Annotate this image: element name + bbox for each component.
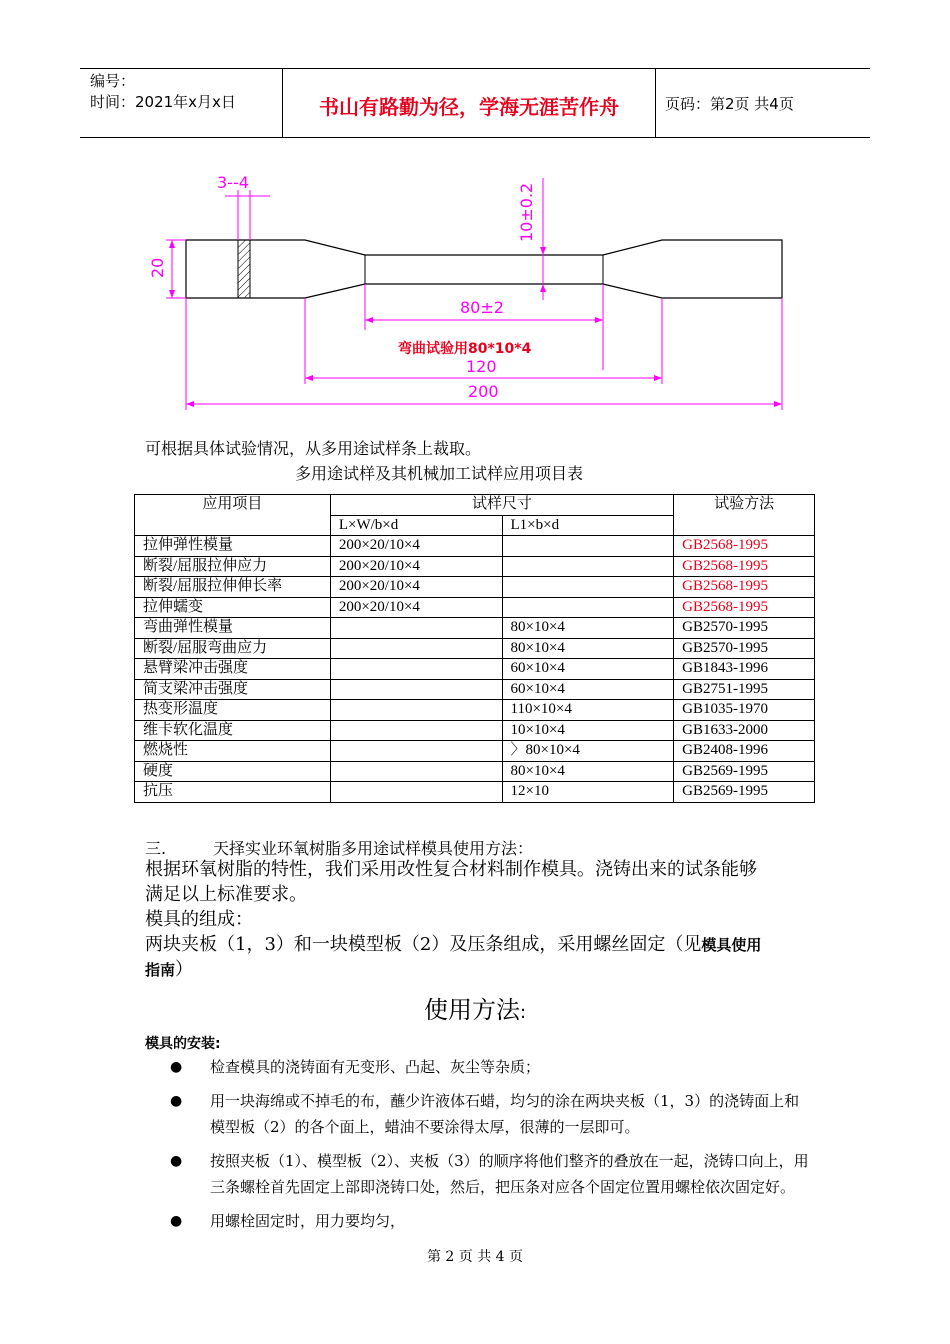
- section3-p3: [145, 933, 761, 957]
- list-item: [170, 1088, 810, 1140]
- cell-method: GB1633-2000: [674, 720, 815, 741]
- section3-p2: 模具的组成：: [145, 909, 253, 930]
- list-item: [170, 1148, 810, 1200]
- table-row: [135, 618, 815, 639]
- section3-p3a: 两块夹板（1，3）和一块模型板（2）及压条组成，采用螺丝固定（见: [145, 934, 702, 955]
- usage-title-text: 使用方法: [423, 996, 520, 1024]
- cell-l1bd: [502, 577, 674, 598]
- cell-l1bd: 80×10×4: [502, 638, 674, 659]
- table-header-row: [135, 495, 815, 516]
- section3-p1a: 根据环氧树脂的特性，我们采用改性复合材料制作模具。浇铸出来的试条能够: [145, 859, 757, 880]
- cell-method: GB2751-1995: [674, 679, 815, 700]
- section3-p3-cont: [145, 958, 193, 982]
- application-table: [134, 494, 815, 803]
- header-left: [90, 71, 236, 113]
- bullet-icon: ●: [170, 1093, 183, 1109]
- cell-item: 悬臂梁冲击强度: [135, 659, 331, 680]
- table-row: [135, 577, 815, 598]
- bullet-icon: ●: [170, 1153, 183, 1169]
- cell-item: 拉伸弹性模量: [135, 536, 331, 557]
- cell-lwbd: [330, 679, 502, 700]
- header-divider: [655, 69, 656, 137]
- cell-item: 硬度: [135, 761, 331, 782]
- dim-notch-label: 3--4: [217, 173, 249, 192]
- list-item: [170, 1054, 810, 1080]
- install-steps: [170, 1054, 810, 1242]
- cell-method: GB2568-1995: [674, 577, 815, 598]
- cell-method: GB2568-1995: [674, 556, 815, 577]
- dim-height-label: 20: [148, 257, 167, 278]
- sub-lwbd: L×W/b×d: [330, 515, 502, 536]
- cell-lwbd: [330, 618, 502, 639]
- intro-text: 可根据具体试验情况，从多用途试样条上裁取。: [145, 439, 482, 458]
- dim-mid-label: 120: [466, 357, 497, 376]
- section3-p1b: 满足以上标准要求。: [145, 884, 307, 905]
- section3-p3-end: ）: [175, 959, 194, 980]
- bullet-icon: ●: [170, 1213, 183, 1229]
- table-row: [135, 761, 815, 782]
- sub-l1bd: L1×b×d: [502, 515, 674, 536]
- cell-lwbd: [330, 659, 502, 680]
- section3-heading: 天择实业环氧树脂多用途试样模具使用方法：: [213, 839, 534, 858]
- page-header: [80, 68, 870, 138]
- cell-item: 断裂/屈服拉伸伸长率: [135, 577, 331, 598]
- table-row: [135, 597, 815, 618]
- cell-l1bd: 10×10×4: [502, 720, 674, 741]
- table-row: [135, 741, 815, 762]
- cell-l1bd: 110×10×4: [502, 700, 674, 721]
- cell-lwbd: 200×20/10×4: [330, 536, 502, 557]
- cell-method: GB2569-1995: [674, 782, 815, 803]
- cell-lwbd: 200×20/10×4: [330, 597, 502, 618]
- cell-method: GB2568-1995: [674, 597, 815, 618]
- cell-method: GB2408-1996: [674, 741, 815, 762]
- head-size: 试样尺寸: [330, 495, 673, 516]
- page-footer: 第 2 页 共 4 页: [426, 1249, 524, 1265]
- cell-lwbd: 200×20/10×4: [330, 556, 502, 577]
- cell-lwbd: [330, 761, 502, 782]
- header-motto: 书山有路勤为径，学海无涯苦作舟: [319, 95, 619, 119]
- cell-item: 燃烧性: [135, 741, 331, 762]
- cell-method: GB2570-1995: [674, 618, 815, 639]
- list-item-text: 按照夹板（1）、模型板（2）、夹板（3）的顺序将他们整齐的叠放在一起，浇铸口向上，用三条螺栓首先固定上部即浇铸口处，然后，把压条对应各个固定位置用螺栓依次固定好。: [210, 1152, 809, 1196]
- cell-item: 简支梁冲击强度: [135, 679, 331, 700]
- usage-title: [0, 990, 950, 1025]
- table-row: [135, 782, 815, 803]
- cell-l1bd: 80×10×4: [502, 618, 674, 639]
- list-item-text: 用螺栓固定时，用力要均匀，: [210, 1212, 406, 1230]
- cell-item: 弯曲弹性模量: [135, 618, 331, 639]
- table-row: [135, 679, 815, 700]
- cell-l1bd: 60×10×4: [502, 659, 674, 680]
- cell-method: GB2568-1995: [674, 536, 815, 557]
- install-heading: 模具的安装:: [145, 1036, 221, 1052]
- specimen-drawing: [0, 160, 950, 430]
- cell-lwbd: [330, 782, 502, 803]
- specimen-outline: [186, 240, 782, 298]
- cell-l1bd: 80×10×4: [502, 761, 674, 782]
- table-title: 多用途试样及其机械加工试样应用项目表: [295, 464, 584, 483]
- cell-l1bd: 60×10×4: [502, 679, 674, 700]
- table-row: [135, 638, 815, 659]
- bend-note: 弯曲试验用80*10*4: [398, 341, 532, 357]
- cell-l1bd: [502, 556, 674, 577]
- dim-thickness-label: 10±0.2: [517, 182, 536, 242]
- guide-link-2: 指南: [145, 961, 176, 979]
- usage-title-colon: :: [519, 1002, 527, 1023]
- list-item: [170, 1208, 810, 1234]
- cell-l1bd: [502, 536, 674, 557]
- cell-lwbd: [330, 741, 502, 762]
- cell-lwbd: 200×20/10×4: [330, 577, 502, 598]
- dim-total-label: 200: [468, 382, 499, 401]
- table-row: [135, 659, 815, 680]
- date-label: 时间：2021年x月x日: [90, 93, 236, 111]
- head-item: 应用项目: [135, 495, 331, 536]
- page-label: 页码：第2页 共4页: [665, 95, 794, 113]
- cell-l1bd: 12×10: [502, 782, 674, 803]
- dim-narrow-label: 80±2: [460, 298, 504, 317]
- cell-method: GB2570-1995: [674, 638, 815, 659]
- cell-method: GB1035-1970: [674, 700, 815, 721]
- cell-item: 断裂/屈服弯曲应力: [135, 638, 331, 659]
- bullet-icon: ●: [170, 1059, 183, 1075]
- table-row: [135, 700, 815, 721]
- cell-lwbd: [330, 700, 502, 721]
- cell-item: 拉伸蠕变: [135, 597, 331, 618]
- cell-item: 断裂/屈服拉伸应力: [135, 556, 331, 577]
- cell-item: 抗压: [135, 782, 331, 803]
- section3-num: 三.: [145, 839, 167, 858]
- cell-item: 维卡软化温度: [135, 720, 331, 741]
- list-item-text: 用一块海绵或不掉毛的布，蘸少许液体石蜡，均匀的涂在两块夹板（1，3）的浇铸面上和模型板（2）的各个面上，蜡油不要涂得太厚，很薄的一层即可。: [210, 1092, 800, 1136]
- table-row: [135, 556, 815, 577]
- cell-method: GB1843-1996: [674, 659, 815, 680]
- list-item-text: 检查模具的浇铸面有无变形、凸起、灰尘等杂质；: [210, 1058, 541, 1076]
- notch-hatch: [238, 240, 250, 298]
- table-row: [135, 720, 815, 741]
- cell-item: 热变形温度: [135, 700, 331, 721]
- cell-method: GB2569-1995: [674, 761, 815, 782]
- cell-lwbd: [330, 638, 502, 659]
- head-method: 试验方法: [674, 495, 815, 536]
- guide-link-1: 模具使用: [701, 936, 762, 954]
- cell-lwbd: [330, 720, 502, 741]
- number-label: 编号：: [90, 72, 136, 90]
- cell-l1bd: [502, 597, 674, 618]
- cell-l1bd: 〉80×10×4: [502, 741, 674, 762]
- table-row: [135, 536, 815, 557]
